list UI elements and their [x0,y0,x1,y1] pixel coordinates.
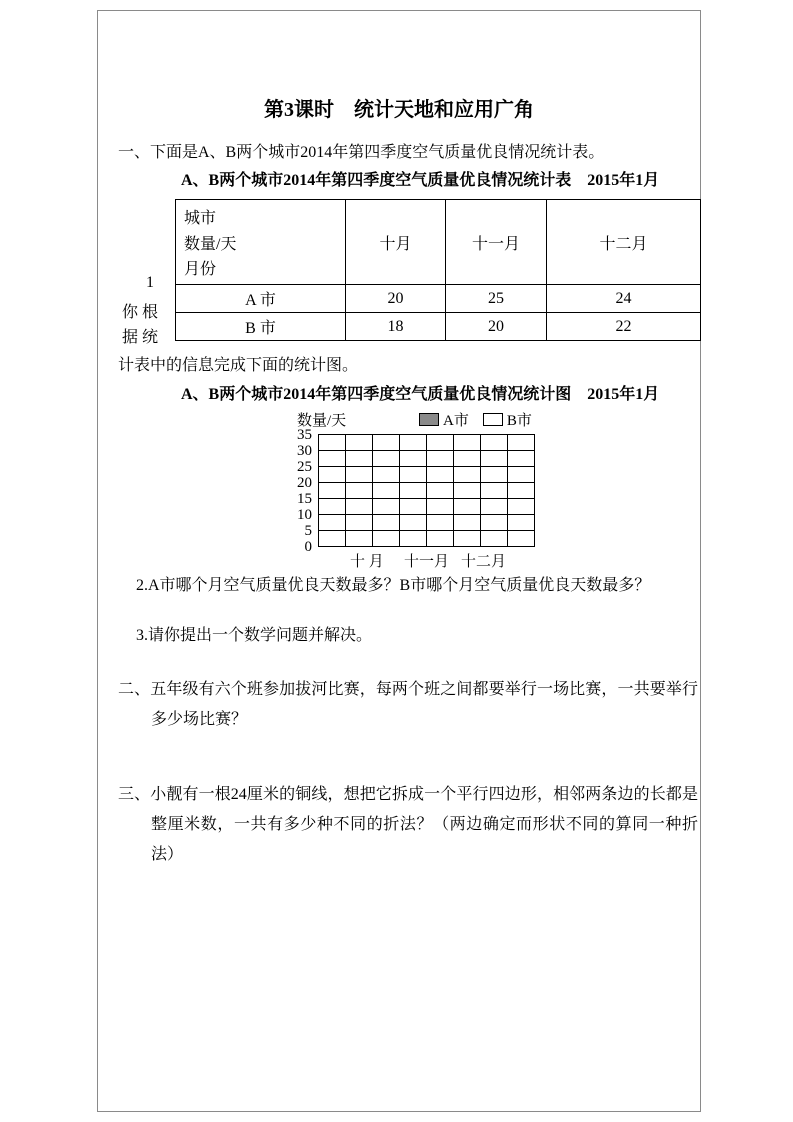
chart-title: A、B两个城市2014年第四季度空气质量优良情况统计图 2015年1月 [181,386,660,403]
question-two [118,675,698,735]
stat-table [175,199,701,341]
question-3: 3.请你提出一个数学问题并解决。 [136,627,373,644]
question-two-prefix: 二、 [118,681,151,698]
y-tick: 25 [297,459,312,475]
question-three-prefix: 三、 [118,786,151,803]
question-2: 2.A市哪个月空气质量优良天数最多？B市哪个月空气质量优良天数最多？ [136,577,651,594]
row-label-cell: B 市 [176,313,346,341]
table-header-row [176,200,701,285]
y-axis-label: 数量/天 [297,413,347,429]
legend-a-label: A市 [443,413,469,429]
corner-label-month: 月份 [184,261,217,278]
row-label-cell: A 市 [176,285,346,313]
y-axis-ticks [272,427,312,555]
y-tick: 20 [297,475,312,491]
wrapped-text-line: 1 [146,274,154,291]
y-tick: 10 [297,507,312,523]
chart-legend [419,409,532,430]
x-axis-label: 十二月 [461,554,507,570]
y-tick: 15 [297,491,312,507]
y-tick: 5 [304,523,312,539]
x-axis-label: 十 月 [350,554,384,570]
stat-table-title: A、B两个城市2014年第四季度空气质量优良情况统计表 2015年1月 [181,172,660,189]
month-header-cell: 十月 [346,200,446,285]
x-axis-label: 十一月 [404,554,450,570]
legend-a-swatch-icon [419,413,439,426]
question-three [118,780,698,870]
corner-label-days: 数量/天 [184,235,237,253]
table-row [176,285,701,313]
question-two-text: 五年级有六个班参加拔河比赛，每两个班之间都要举行一场比赛，一共要举行多少场比赛？ [150,681,698,728]
wrapped-text-line: 你 根 [122,304,159,321]
value-cell: 24 [547,285,701,313]
table-corner-cell [176,200,346,285]
y-tick: 0 [304,539,312,555]
corner-label-city: 城市 [184,210,217,227]
wrapped-text-continuation: 计表中的信息完成下面的统计图。 [118,357,359,374]
question-1-intro: 一、下面是A、B两个城市2014年第四季度空气质量优良情况统计表。 [118,144,605,161]
empty-chart-grid [318,434,535,547]
value-cell: 22 [547,313,701,341]
y-tick: 30 [297,443,312,459]
value-cell: 25 [446,285,547,313]
question-three-text: 小靓有一根24厘米的铜线，想把它拆成一个平行四边形，相邻两条边的长都是整厘米数，一共有多少种不同的折法？（两边确定而形状不同的算同一种折法） [150,786,698,863]
legend-b-label: B市 [506,413,532,429]
value-cell: 20 [346,285,446,313]
month-header-cell: 十一月 [446,200,547,285]
month-header-cell: 十二月 [547,200,701,285]
page-title: 第3课时 统计天地和应用广角 [264,99,534,121]
value-cell: 18 [346,313,446,341]
value-cell: 20 [446,313,547,341]
legend-b-swatch-icon [483,413,503,426]
wrapped-text-line: 据 统 [122,329,159,346]
y-tick: 35 [297,427,312,443]
table-row [176,313,701,341]
